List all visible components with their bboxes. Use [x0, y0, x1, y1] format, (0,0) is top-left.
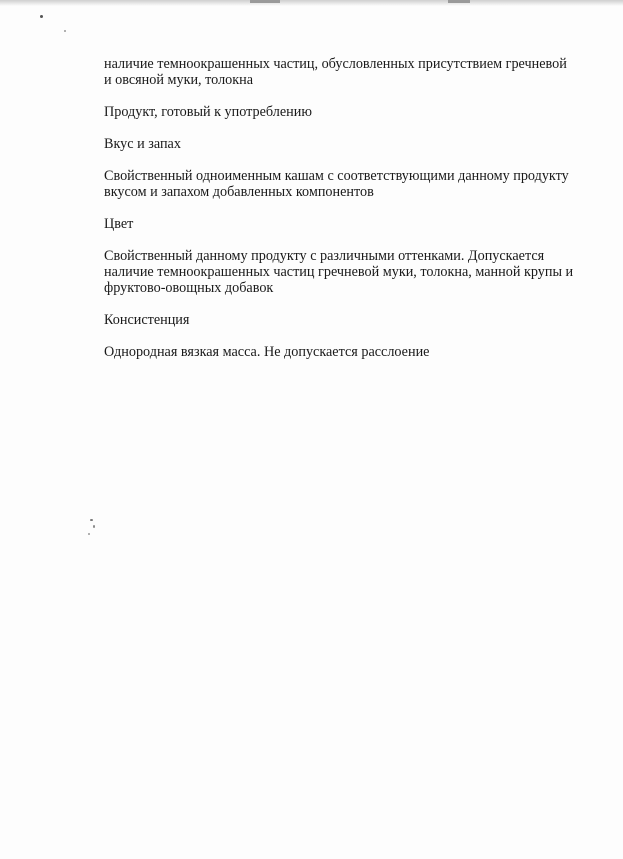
- section-heading-color: Цвет: [104, 216, 134, 232]
- paragraph: Продукт, готовый к употреблению: [104, 104, 312, 120]
- paragraph: Свойственный данному продукту с различными оттенками. Допускается наличие темноокрашенных частиц гречневой муки, толокна, манной крупы и фруктово-овощных добавок: [104, 248, 574, 296]
- scan-top-edge: [0, 0, 623, 6]
- section-heading-consistency: Консистенция: [104, 312, 190, 328]
- scan-mark: [448, 0, 470, 3]
- paragraph: Свойственный одноименным кашам с соответствующими данному продукту вкусом и запахом добавленных компонентов: [104, 168, 569, 200]
- scan-speck: [93, 525, 95, 528]
- scan-speck: [88, 533, 90, 535]
- scan-speck: [90, 519, 93, 521]
- scan-speck: [40, 15, 43, 18]
- section-heading-taste-smell: Вкус и запах: [104, 136, 181, 152]
- scan-mark: [250, 0, 280, 3]
- scan-speck: [64, 30, 66, 32]
- paragraph: наличие темноокрашенных частиц, обусловленных присутствием гречневой и овсяной муки, толокна: [104, 56, 567, 88]
- document-body: [104, 56, 594, 376]
- paragraph: Однородная вязкая масса. Не допускается расслоение: [104, 344, 430, 360]
